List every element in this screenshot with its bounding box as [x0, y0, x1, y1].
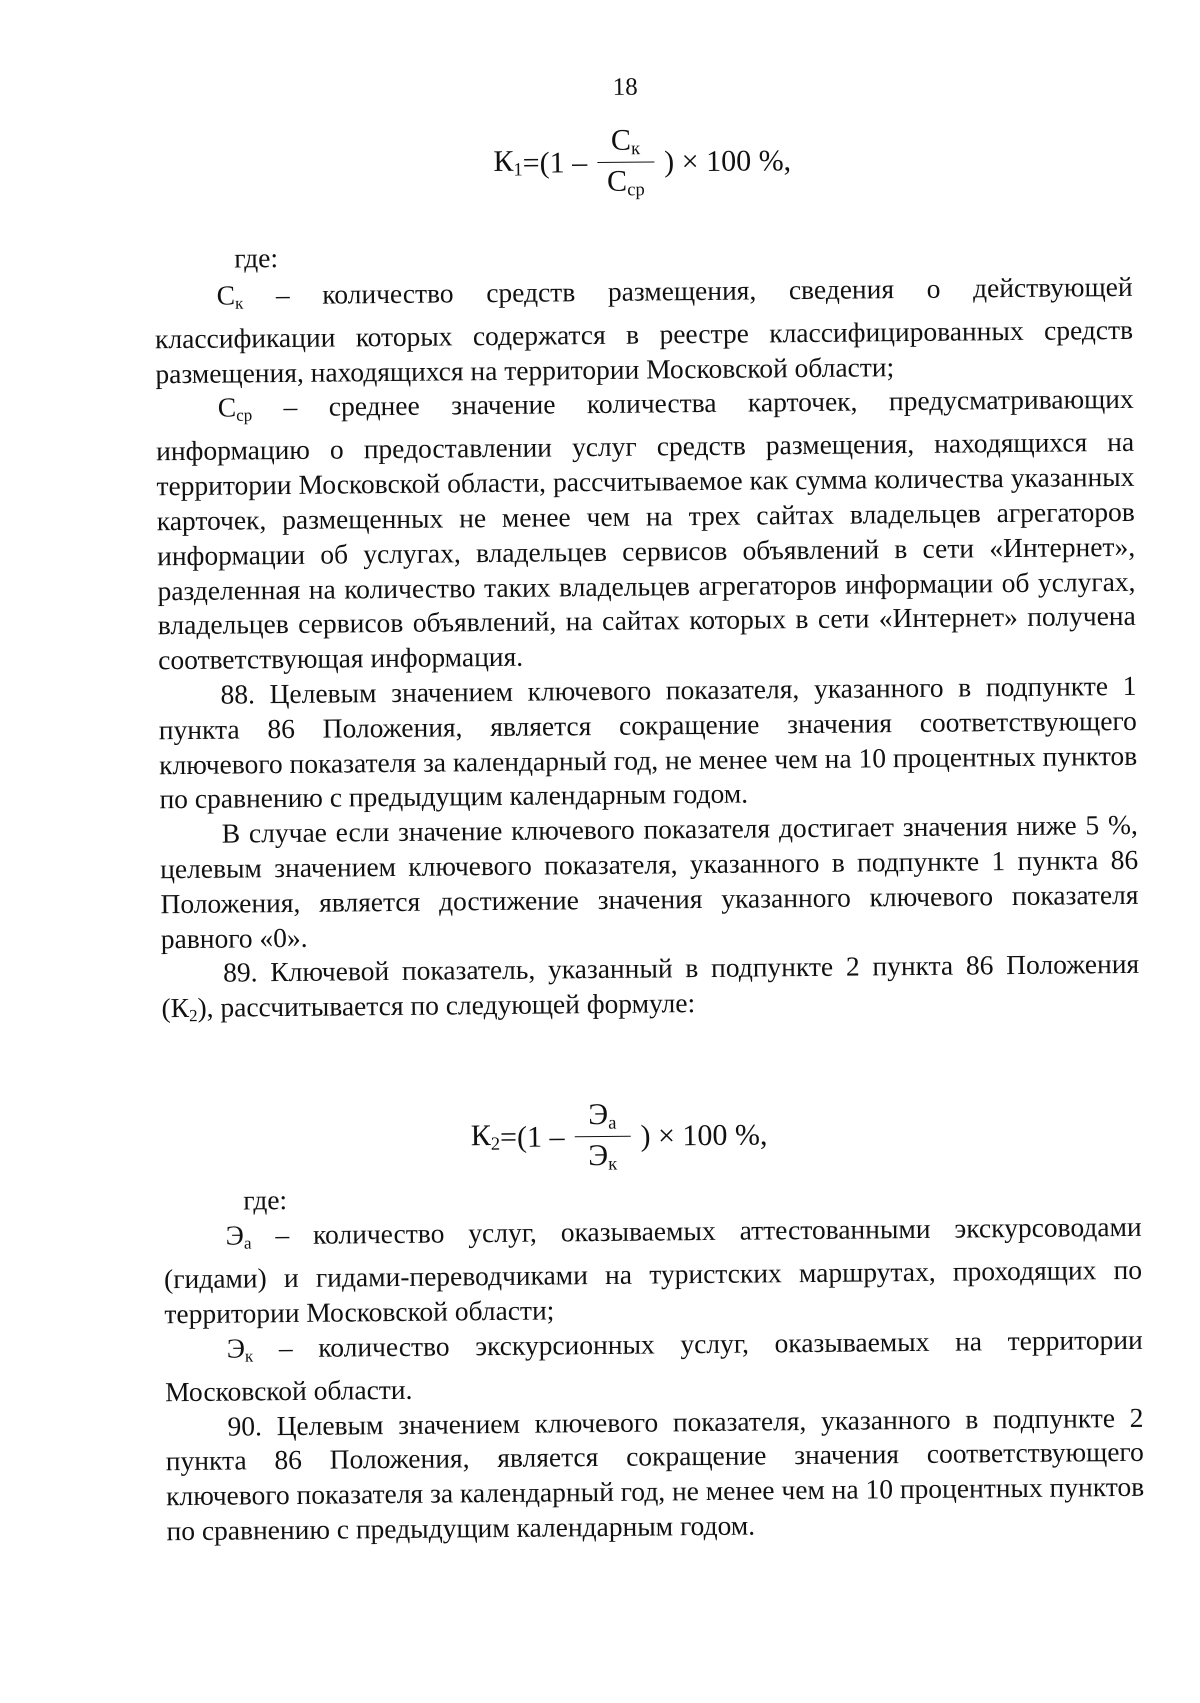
formula-k2-numerator: $Э_а$: [574, 1098, 630, 1138]
definition-ck: $С_к$ – количество средств размещения, сведения о действующей классификации которых содержатся в реестре классифицированных средств размещения, находящихся на территории Московской области;: [154, 270, 1134, 389]
definition-ea: $Э_а$ – количество услуг, оказываемых аттестованными экскурсоводами (гидами) и гидами-переводчиками на туристских маршрутах, проходящих по территории Московской области;: [163, 1210, 1143, 1330]
formula-k2-open: =(1 –: [499, 1119, 565, 1154]
formula-k2-lhs: $К_2$: [470, 1119, 501, 1155]
formula-k1-lhs: $К_1$: [493, 145, 523, 181]
formula-k1: [493, 122, 791, 202]
formula-k2-denominator: $Э_к$: [588, 1139, 618, 1175]
paragraph-90: 90. Целевым значением ключевого показателя, указанного в подпункте 2 пункта 86 Положения, является сокращение значения соответствующего ключевого показателя за календарный год, не менее чем на 10 процентных пунктов по сравнению с предыдущим календарным годом.: [165, 1401, 1145, 1547]
paragraph-89: 89. Ключевой показатель, указанный в подпункте 2 пункта 86 Положения $(К_2)$, рассчитывается по следующей формуле:: [161, 948, 1140, 1026]
formula-k1-open: =(1 –: [522, 145, 588, 180]
page-number: 18: [612, 73, 638, 101]
document-body: [154, 233, 1144, 1549]
formula-k1-close: ) × 100 %,: [664, 143, 792, 178]
formula-k2-fraction: [570, 1098, 635, 1176]
formula-k1-numerator: $С_к$: [597, 123, 654, 163]
formula-k1-denominator: $С_{ср}$: [606, 164, 645, 201]
formula-k2-close: ) × 100 %,: [640, 1118, 768, 1153]
formula-k2: [470, 1096, 767, 1176]
paragraph-88-note: В случае если значение ключевого показателя достигает значения ниже 5 %, целевым значением ключевого показателя, указанного в подпункте 1 пункта 86 Положения, является достижение значения указанного ключевого показателя равного «0».: [160, 809, 1139, 954]
paragraph-88: 88. Целевым значением ключевого показателя, указанного в подпункте 1 пункта 86 Положения, является сокращение значения соответствующего ключевого показателя за календарный год, не менее чем на 10 процентных пунктов по сравнению с предыдущим календарным годом.: [158, 669, 1138, 815]
definition-csr: $С_{ср}$ – среднее значение количества карточек, предусматривающих информацию о предоставлении услуг средств размещения, находящихся на территории Московской области, рассчитываемое как сумма количества указанных карточек, размещенных не менее чем на трех сайтах владельцев агрегаторов информации об услугах, владельцев сервисов объявлений в сети «Интернет», разделенная на количество таких владельцев агрегаторов информации об услугах, владельцев сервисов объявлений, на сайтах которых в сети «Интернет» получена соответствующая информация.: [156, 383, 1136, 676]
where-label-1: где:: [234, 242, 279, 274]
formula-k1-fraction: [593, 123, 659, 201]
definition-ek: $Э_к$ – количество экскурсионных услуг, оказываемых на территории Московской области.: [165, 1323, 1143, 1407]
where-label-2: где:: [243, 1184, 288, 1216]
